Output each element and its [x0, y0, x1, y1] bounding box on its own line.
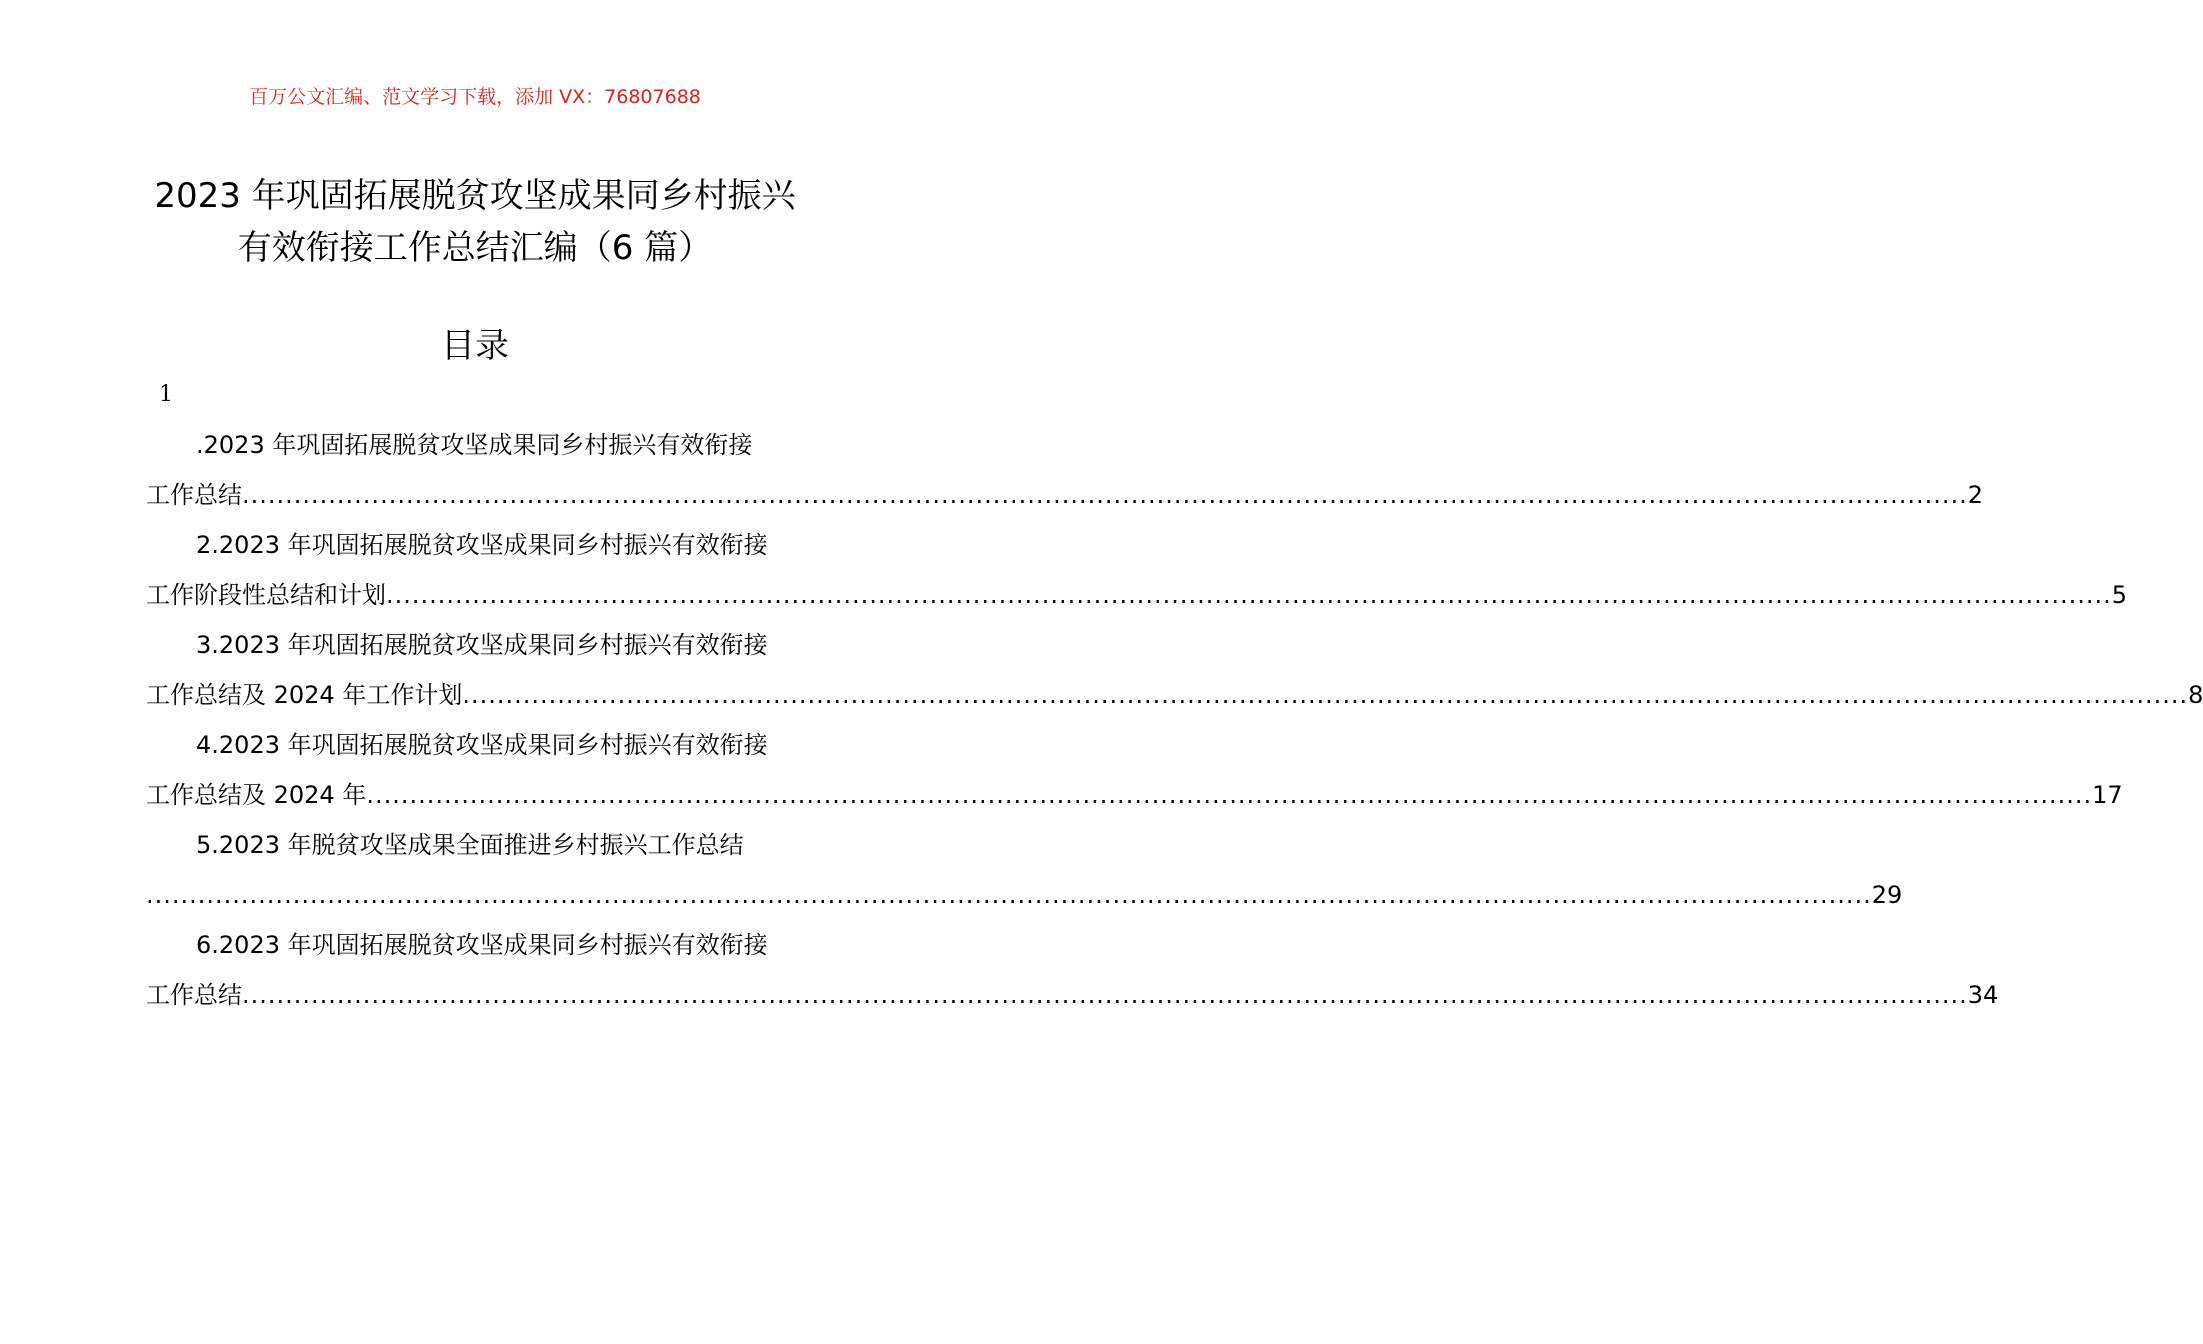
document-title — [0, 170, 950, 274]
toc-entry-continuation — [146, 670, 2203, 720]
toc-entry-3[interactable] — [146, 620, 2203, 720]
dot-leader: ........................................................................................................................................................................................................ — [146, 881, 1872, 909]
document-title-line-1: 2023 年巩固拓展脱贫攻坚成果同乡村振兴 — [154, 176, 796, 216]
toc-entry-1[interactable] — [146, 420, 1984, 520]
toc-page-number: 2 — [1967, 481, 1984, 509]
document-title-line-2: 有效衔接工作总结汇编（6 篇） — [237, 228, 713, 268]
toc-entry-title: 2.2023 年巩固拓展脱贫攻坚成果同乡村振兴有效衔接 — [196, 531, 768, 559]
toc-entry-title: 3.2023 年巩固拓展脱贫攻坚成果同乡村振兴有效衔接 — [196, 631, 768, 659]
toc-entry-continuation — [146, 470, 1984, 520]
toc-entry-continuation — [146, 770, 2123, 820]
table-of-contents — [146, 420, 2203, 1020]
dot-leader: ........................................................................................................................................................................................................ — [386, 581, 2112, 609]
toc-entry-title: 4.2023 年巩固拓展脱贫攻坚成果同乡村振兴有效衔接 — [196, 731, 768, 759]
toc-page-number: 29 — [1871, 881, 1903, 909]
toc-entry-2[interactable] — [146, 520, 2128, 620]
toc-entry-title-tail: 工作阶段性总结和计划 — [146, 581, 386, 609]
toc-entry-5[interactable] — [146, 820, 1903, 920]
toc-entry-continuation — [146, 870, 1903, 920]
toc-entry-6[interactable] — [146, 920, 1999, 1020]
toc-page-number: 34 — [1967, 981, 1999, 1009]
toc-entry-continuation — [146, 570, 2128, 620]
toc-entry-title-tail: 工作总结及 2024 年 — [146, 781, 367, 809]
dot-leader: ........................................................................................................................................................................................................ — [366, 781, 2093, 809]
toc-entry-title: 6.2023 年巩固拓展脱贫攻坚成果同乡村振兴有效衔接 — [196, 931, 768, 959]
toc-page-number: 8 — [2188, 681, 2203, 709]
header-note: 百万公文汇编、范文学习下载，添加 VX：76807688 — [249, 86, 701, 108]
dot-leader: ........................................................................................................................................................................................................ — [242, 481, 1968, 509]
toc-entry-title: 5.2023 年脱贫攻坚成果全面推进乡村振兴工作总结 — [196, 831, 744, 859]
toc-entry-4[interactable] — [146, 720, 2123, 820]
dot-leader: ........................................................................................................................................................................................................ — [242, 981, 1968, 1009]
toc-entry-title-tail: 工作总结 — [146, 981, 242, 1009]
stray-number: 1 — [159, 382, 173, 407]
toc-entry-continuation — [146, 970, 1999, 1020]
toc-entry-title-tail: 工作总结及 2024 年工作计划 — [146, 681, 463, 709]
toc-page-number: 5 — [2111, 581, 2128, 609]
toc-page-number: 17 — [2092, 781, 2123, 809]
dot-leader: ........................................................................................................................................................................................................ — [462, 681, 2189, 709]
toc-heading: 目录 — [441, 326, 509, 366]
toc-entry-title: .2023 年巩固拓展脱贫攻坚成果同乡村振兴有效衔接 — [196, 431, 753, 459]
toc-entry-title-tail: 工作总结 — [146, 481, 242, 509]
